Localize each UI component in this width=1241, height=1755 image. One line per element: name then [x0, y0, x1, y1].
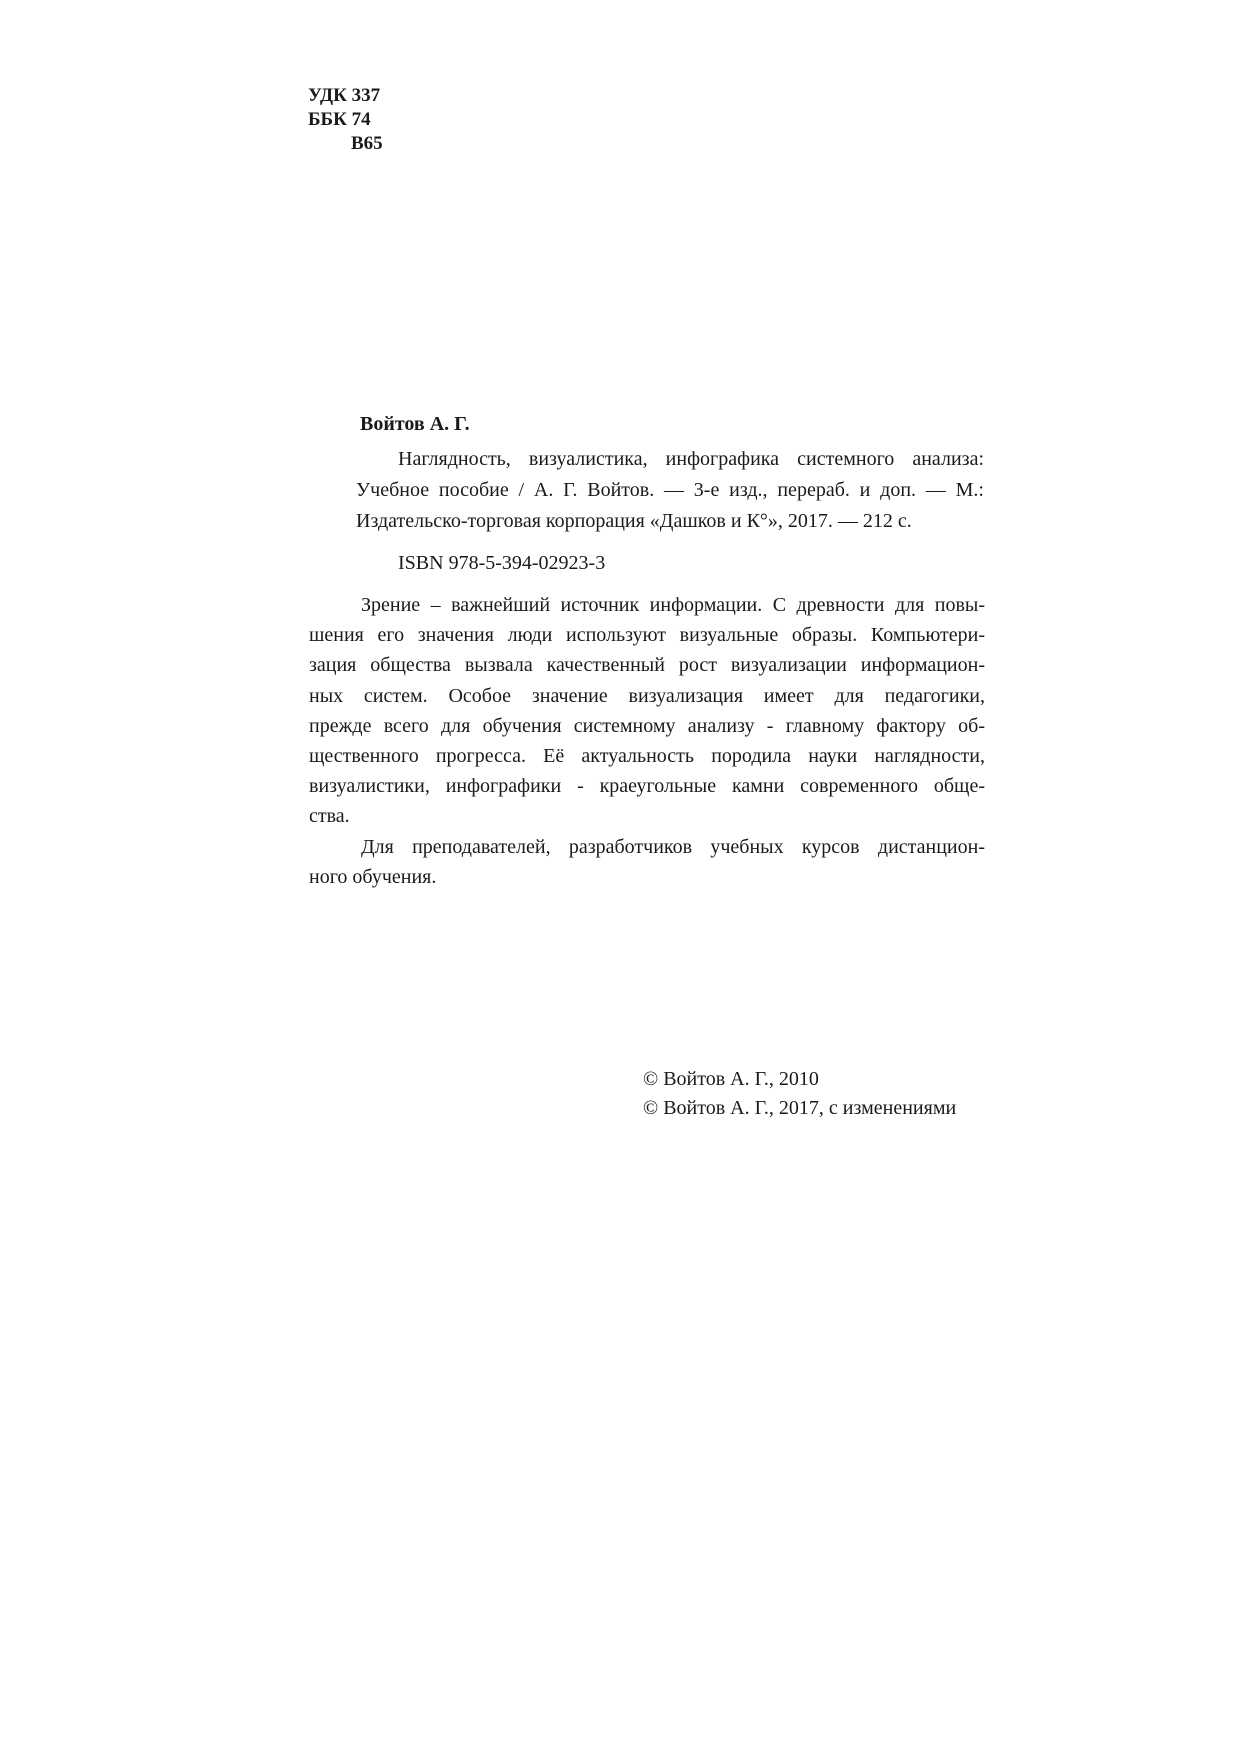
annotation: [309, 590, 985, 892]
biblio-line: Наглядность, визуалистика, инфографика системного анализа:: [398, 448, 984, 470]
annotation-line: прежде всего для обучения системному анализу - главному фактору об-: [309, 714, 985, 737]
copyright-line: © Войтов А. Г., 2017, с изменениями: [643, 1097, 957, 1119]
copyright-notice: [643, 1065, 956, 1123]
annotation-paragraph-1: [309, 590, 985, 832]
udk-code: УДК 337: [308, 85, 381, 106]
isbn: ISBN 978-5-394-02923-3: [398, 552, 606, 574]
bbk-code: ББК 74: [308, 109, 371, 130]
annotation-line: ства.: [309, 805, 350, 828]
bibliographic-record: [356, 444, 984, 537]
annotation-line: шения его значения люди используют визуальные образы. Компьютери-: [309, 624, 985, 647]
annotation-line: визуалистики, инфографики - краеугольные камни современного обще-: [309, 775, 985, 798]
classification-codes: [308, 84, 383, 156]
annotation-line: Зрение – важнейший источник информации. С древности для повы-: [361, 594, 985, 616]
annotation-line: зация общества вызвала качественный рост визуализации информацион-: [309, 654, 985, 677]
biblio-line: Учебное пособие / А. Г. Войтов. — 3-е изд., перераб. и доп. — М.:: [356, 479, 984, 501]
copyright-line: © Войтов А. Г., 2010: [643, 1068, 819, 1090]
annotation-line: Для преподавателей, разработчиков учебных курсов дистанцион-: [361, 835, 985, 858]
annotation-line: ного обучения.: [309, 865, 437, 888]
annotation-paragraph-2: [309, 832, 985, 892]
author-mark: В65: [351, 133, 383, 154]
author-name: Войтов А. Г.: [360, 413, 470, 435]
biblio-line: Издательско-торговая корпорация «Дашков и К°», 2017. — 212 с.: [356, 510, 912, 532]
annotation-line: щественного прогресса. Её актуальность породила науки наглядности,: [309, 745, 985, 768]
annotation-line: ных систем. Особое значение визуализация имеет для педагогики,: [309, 684, 985, 707]
